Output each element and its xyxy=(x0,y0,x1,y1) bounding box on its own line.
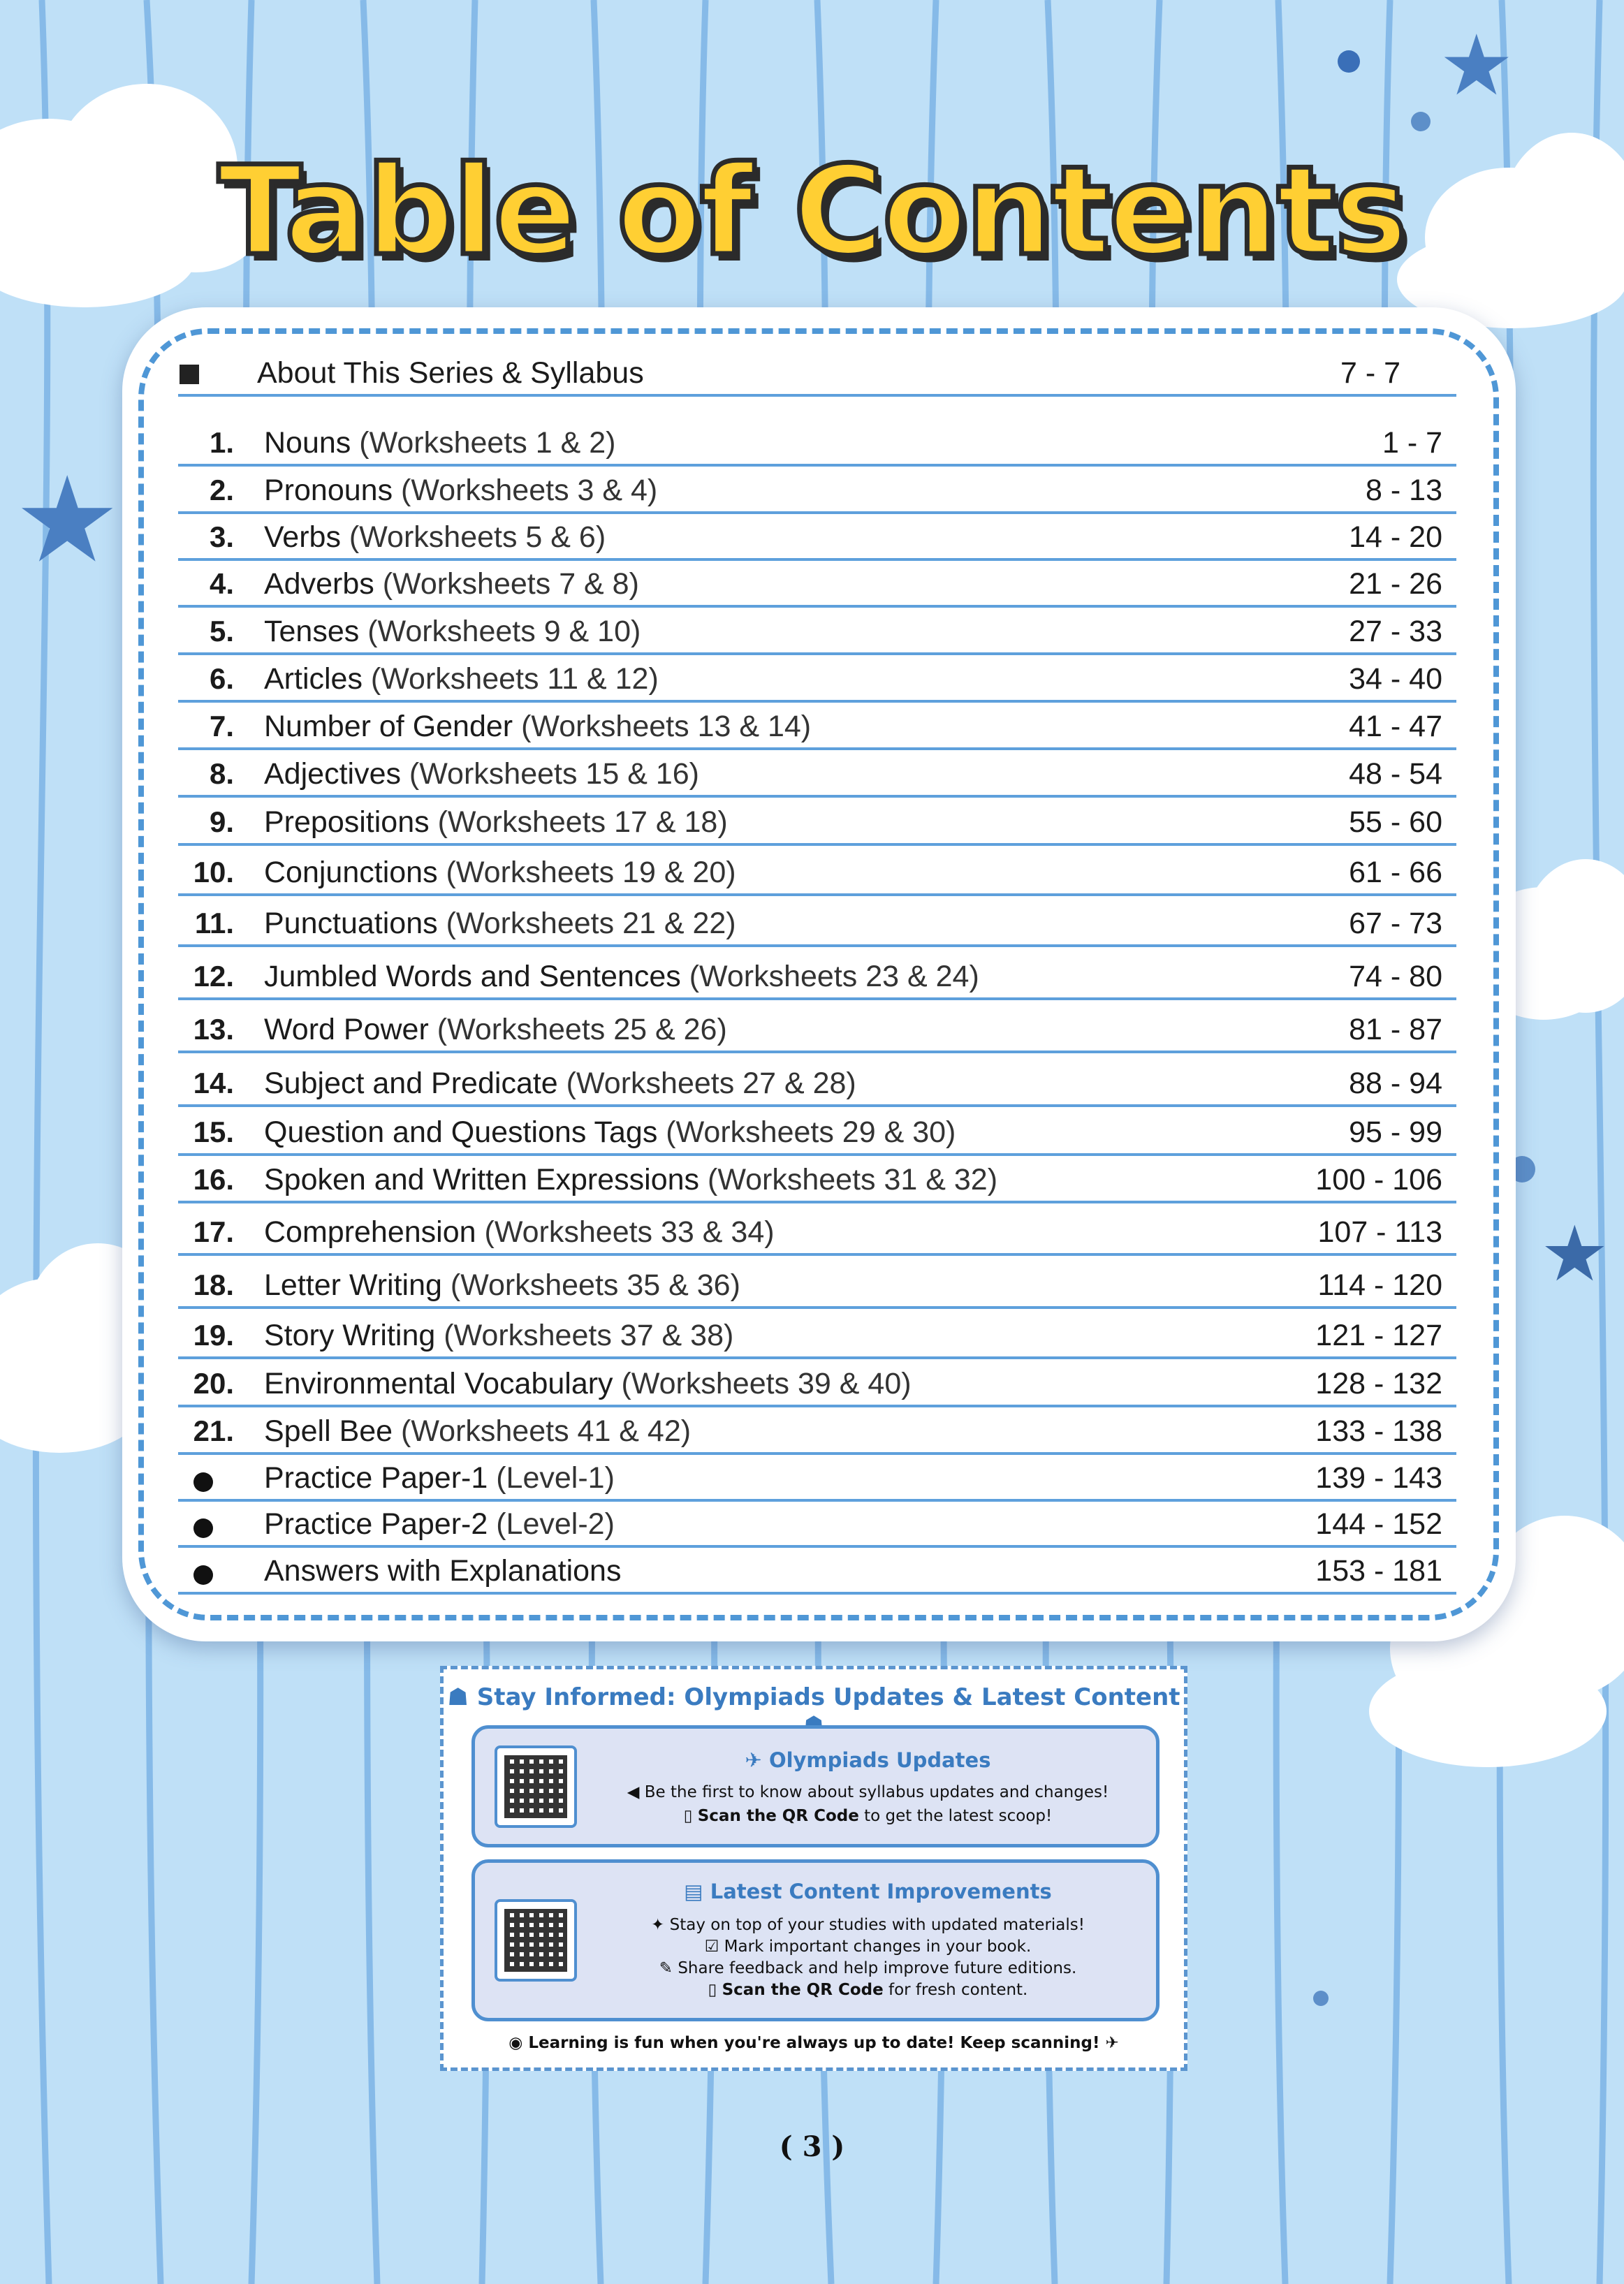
toc-label xyxy=(264,615,641,649)
worksheet-range: (Worksheets 41 & 42) xyxy=(393,1414,692,1448)
improvements-line-4: ▯ Scan the QR Code for fresh content. xyxy=(708,1981,1028,1999)
chapter-title: Comprehension xyxy=(264,1215,476,1249)
chapter-number: 10. xyxy=(193,856,234,888)
worksheet-range: (Worksheets 1 & 2) xyxy=(351,426,616,460)
toc-label xyxy=(264,805,728,840)
chapter-title: Prepositions xyxy=(264,805,430,839)
toc-label xyxy=(264,1215,775,1250)
toc-label xyxy=(264,1163,997,1197)
chapter-number: 3. xyxy=(209,520,234,553)
worksheet-range: (Worksheets 15 & 16) xyxy=(400,757,699,791)
worksheet-range: (Worksheets 27 & 28) xyxy=(557,1067,856,1100)
toc-label xyxy=(264,1414,691,1449)
toc-label xyxy=(264,1115,956,1150)
worksheet-range: (Worksheets 31 & 32) xyxy=(699,1163,998,1196)
toc-pages: 107 - 113 xyxy=(1317,1215,1442,1249)
books-icon: ▤ xyxy=(684,1880,710,1903)
chapter-number: 12. xyxy=(193,960,234,993)
toc-pages: 74 - 80 xyxy=(1349,960,1442,993)
chapter-title: Letter Writing xyxy=(264,1268,442,1302)
worksheet-range: (Worksheets 21 & 22) xyxy=(437,907,736,940)
toc-label xyxy=(264,474,657,508)
toc-row-extra[interactable] xyxy=(178,1500,1456,1548)
improvements-line-3: ✎ Share feedback and help improve future editions. xyxy=(659,1959,1077,1977)
toc-pages: 133 - 138 xyxy=(1315,1414,1442,1448)
toc-row-chapter[interactable] xyxy=(178,798,1456,846)
chapter-title: Pronouns xyxy=(264,474,393,507)
qr-code-icon[interactable] xyxy=(495,1899,577,1982)
toc-row-chapter[interactable] xyxy=(178,953,1456,1000)
info-footer: ◉ Learning is fun when you're always up to date! Keep scanning! ✈ xyxy=(509,2034,1119,2052)
toc-row-chapter[interactable] xyxy=(178,467,1456,514)
updates-panel xyxy=(471,1725,1160,1847)
rocket-icon: ✈ xyxy=(1099,2034,1119,2052)
toc-pages: 81 - 87 xyxy=(1349,1013,1442,1046)
toc-pages: 95 - 99 xyxy=(1349,1115,1442,1149)
section-level: (Level-1) xyxy=(488,1461,615,1495)
chapter-title: Number of Gender xyxy=(264,710,513,743)
chapter-number: 16. xyxy=(193,1163,234,1196)
toc-pages: 139 - 143 xyxy=(1315,1461,1442,1495)
chapter-title: Punctuations xyxy=(264,907,438,940)
section-title: Answers with Explanations xyxy=(264,1554,622,1588)
chapter-title: Spoken and Written Expressions xyxy=(264,1163,700,1196)
toc-label xyxy=(264,1507,615,1542)
toc-label xyxy=(264,520,606,555)
toc-pages: 153 - 181 xyxy=(1315,1554,1442,1588)
toc-row-intro[interactable] xyxy=(178,349,1456,397)
memo-icon: ✎ xyxy=(659,1959,678,1977)
rocket-icon: ✈ xyxy=(745,1748,769,1772)
toc-row-chapter[interactable] xyxy=(178,849,1456,896)
worksheet-range: (Worksheets 5 & 6) xyxy=(340,520,606,554)
toc-row-chapter[interactable] xyxy=(178,1108,1456,1156)
improvements-line-1: ✦ Stay on top of your studies with updated materials! xyxy=(651,1916,1085,1934)
chapter-title: Adverbs xyxy=(264,567,374,601)
toc-pages: 121 - 127 xyxy=(1315,1319,1442,1352)
chapter-title: Spell Bee xyxy=(264,1414,393,1448)
toc-row-chapter[interactable] xyxy=(178,1156,1456,1203)
toc-pages: 21 - 26 xyxy=(1349,567,1442,601)
toc-pages: 144 - 152 xyxy=(1315,1507,1442,1541)
megaphone-icon: ◀ xyxy=(627,1783,645,1801)
chapter-number: 18. xyxy=(193,1268,234,1301)
toc-label xyxy=(264,662,659,696)
square-bullet-icon xyxy=(180,365,199,384)
toc-row-chapter[interactable] xyxy=(178,900,1456,947)
lightbulb-icon: ◉ xyxy=(509,2034,529,2052)
chapter-number: 2. xyxy=(209,474,234,506)
toc-row-chapter[interactable] xyxy=(178,1060,1456,1107)
worksheet-range: (Worksheets 7 & 8) xyxy=(374,567,639,601)
phone-icon: ▯ xyxy=(683,1807,698,1825)
chapter-title: Adjectives xyxy=(264,757,401,791)
updates-line-2: ▯ Scan the QR Code to get the latest scoop! xyxy=(683,1807,1053,1825)
toc-pages: 48 - 54 xyxy=(1349,757,1442,791)
updates-title: ✈ Olympiads Updates xyxy=(745,1748,991,1772)
updates-line-1: ◀ Be the first to know about syllabus updates and changes! xyxy=(627,1783,1109,1801)
chapter-number: 11. xyxy=(194,907,234,939)
chapter-number: 17. xyxy=(193,1215,234,1248)
toc-label xyxy=(264,1367,912,1401)
chapter-number: 7. xyxy=(209,710,234,742)
toc-pages: 41 - 47 xyxy=(1349,710,1442,743)
worksheet-range: (Worksheets 35 & 36) xyxy=(441,1268,740,1302)
worksheet-range: (Worksheets 9 & 10) xyxy=(359,615,641,648)
worksheet-range: (Worksheets 17 & 18) xyxy=(429,805,728,839)
toc-row-chapter[interactable] xyxy=(178,1407,1456,1455)
toc-pages: 34 - 40 xyxy=(1349,662,1442,696)
worksheet-range: (Worksheets 13 & 14) xyxy=(513,710,812,743)
toc-pages: 7 - 7 xyxy=(1340,356,1400,390)
chapter-number: 15. xyxy=(193,1115,234,1148)
chapter-number: 6. xyxy=(209,662,234,695)
checkbox-icon: ☑ xyxy=(704,1938,724,1956)
toc-row-chapter[interactable] xyxy=(178,1312,1456,1359)
toc-label xyxy=(264,1013,727,1047)
toc-pages: 100 - 106 xyxy=(1315,1163,1442,1196)
toc-pages: 114 - 120 xyxy=(1317,1268,1442,1302)
chapter-number: 20. xyxy=(193,1367,234,1400)
chapter-number: 21. xyxy=(193,1414,234,1447)
chapter-number: 5. xyxy=(209,615,234,647)
toc-row-chapter[interactable] xyxy=(178,608,1456,655)
toc-label xyxy=(264,1268,740,1303)
chapter-title: Tenses xyxy=(264,615,360,648)
star-icon: ★ xyxy=(1540,1209,1609,1298)
worksheet-range: (Worksheets 39 & 40) xyxy=(613,1367,912,1400)
chapter-number: 19. xyxy=(193,1319,234,1352)
toc-pages: 128 - 132 xyxy=(1315,1367,1442,1400)
chapter-number: 14. xyxy=(193,1067,234,1099)
phone-icon: ▯ xyxy=(708,1981,722,1999)
bullet-icon xyxy=(193,1518,213,1538)
chapter-number: 1. xyxy=(209,426,234,459)
toc-pages: 27 - 33 xyxy=(1349,615,1442,648)
qr-code-icon[interactable] xyxy=(495,1745,577,1828)
robot-icon: ☗ xyxy=(447,1683,477,1711)
toc-row-chapter[interactable] xyxy=(178,1006,1456,1053)
toc-row-extra[interactable] xyxy=(178,1454,1456,1502)
chapter-number: 9. xyxy=(209,805,234,838)
chapter-number: 8. xyxy=(209,757,234,790)
toc-pages: 55 - 60 xyxy=(1349,805,1442,839)
improvements-panel xyxy=(471,1859,1160,2021)
worksheet-range: (Worksheets 23 & 24) xyxy=(680,960,979,993)
chapter-title: Articles xyxy=(264,662,363,696)
chapter-title: Nouns xyxy=(264,426,351,460)
toc-pages: 67 - 73 xyxy=(1349,907,1442,940)
toc-label xyxy=(264,426,615,460)
toc-label xyxy=(264,710,811,744)
toc-row-chapter[interactable] xyxy=(178,419,1456,467)
star-icon: ★ xyxy=(1439,17,1514,115)
toc-label: About This Series & Syllabus xyxy=(257,356,644,390)
page-number: ( 3 ) xyxy=(779,2130,845,2163)
toc-row-chapter[interactable] xyxy=(178,560,1456,608)
toc-row-chapter[interactable] xyxy=(178,703,1456,750)
worksheet-range: (Worksheets 29 & 30) xyxy=(657,1115,956,1149)
section-title: Practice Paper-1 xyxy=(264,1461,488,1495)
toc-pages: 61 - 66 xyxy=(1349,856,1442,889)
chapter-number: 4. xyxy=(209,567,234,600)
toc-label xyxy=(264,960,979,994)
dot-decoration xyxy=(1313,1991,1329,2006)
improvements-line-2: ☑ Mark important changes in your book. xyxy=(704,1938,1032,1956)
section-title: Practice Paper-2 xyxy=(264,1507,488,1541)
worksheet-range: (Worksheets 11 & 12) xyxy=(362,662,659,696)
chapter-title: Question and Questions Tags xyxy=(264,1115,658,1149)
toc-label xyxy=(264,567,639,601)
page-title: Table of Contents xyxy=(218,140,1406,283)
info-box xyxy=(440,1666,1187,2071)
toc-row-chapter[interactable] xyxy=(178,1261,1456,1309)
chapter-title: Conjunctions xyxy=(264,856,438,889)
toc-pages: 88 - 94 xyxy=(1349,1067,1442,1100)
dot-decoration xyxy=(1338,50,1360,73)
chapter-title: Verbs xyxy=(264,520,341,554)
toc-label xyxy=(264,1319,733,1353)
worksheet-range: (Worksheets 19 & 20) xyxy=(437,856,736,889)
bullet-icon xyxy=(193,1565,213,1585)
toc-pages: 1 - 7 xyxy=(1382,426,1442,460)
toc-row-chapter[interactable] xyxy=(178,513,1456,561)
sparkle-icon: ✦ xyxy=(651,1916,670,1934)
chapter-title: Subject and Predicate xyxy=(264,1067,558,1100)
toc-label xyxy=(264,1461,615,1495)
toc-row-chapter[interactable] xyxy=(178,1360,1456,1407)
toc-label xyxy=(264,1067,856,1101)
improvements-title: ▤ Latest Content Improvements xyxy=(684,1880,1052,1903)
section-level: (Level-2) xyxy=(488,1507,615,1541)
worksheet-range: (Worksheets 37 & 38) xyxy=(435,1319,734,1352)
worksheet-range: (Worksheets 33 & 34) xyxy=(476,1215,775,1249)
toc-label xyxy=(264,907,736,941)
info-heading: ☗ Stay Informed: Olympiads Updates & Latest Content xyxy=(444,1683,1184,1739)
chapter-number: 13. xyxy=(193,1013,234,1046)
toc-pages: 8 - 13 xyxy=(1366,474,1442,507)
toc-row-chapter[interactable] xyxy=(178,750,1456,798)
dot-decoration xyxy=(1411,112,1431,131)
star-icon: ★ xyxy=(14,451,121,590)
chapter-title: Environmental Vocabulary xyxy=(264,1367,613,1400)
toc-label xyxy=(264,757,699,791)
toc-pages: 14 - 20 xyxy=(1349,520,1442,554)
toc-label xyxy=(264,1554,621,1588)
worksheet-range: (Worksheets 3 & 4) xyxy=(393,474,658,507)
chapter-title: Word Power xyxy=(264,1013,429,1046)
toc-label xyxy=(264,856,736,890)
chapter-title: Jumbled Words and Sentences xyxy=(264,960,681,993)
toc-row-extra[interactable] xyxy=(178,1547,1456,1595)
bullet-icon xyxy=(193,1472,213,1492)
toc-row-chapter[interactable] xyxy=(178,655,1456,703)
worksheet-range: (Worksheets 25 & 26) xyxy=(428,1013,727,1046)
toc-row-chapter[interactable] xyxy=(178,1208,1456,1256)
chapter-title: Story Writing xyxy=(264,1319,436,1352)
